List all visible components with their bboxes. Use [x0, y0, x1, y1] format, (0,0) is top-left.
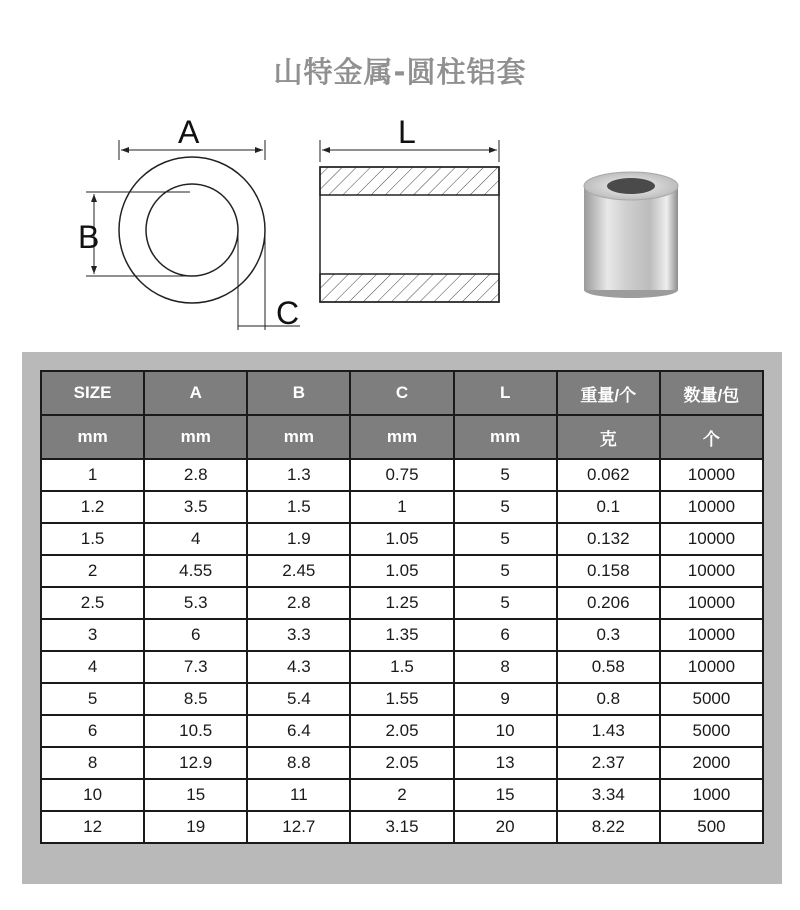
table-row [41, 779, 763, 811]
table-cell: 8.8 [247, 747, 350, 779]
product-photo [584, 172, 678, 298]
table-cell: 3.5 [144, 491, 247, 523]
table-cell: 3.34 [557, 779, 660, 811]
table-cell: 20 [454, 811, 557, 843]
table-cell: 3.3 [247, 619, 350, 651]
header-cell-weight: 重量/个 [557, 371, 660, 415]
table-cell: 5 [454, 491, 557, 523]
table-cell: 0.062 [557, 459, 660, 491]
table-cell: 4.3 [247, 651, 350, 683]
unit-cell: mm [144, 415, 247, 459]
table-cell: 3 [41, 619, 144, 651]
table-cell: 5 [41, 683, 144, 715]
table-cell: 1.2 [41, 491, 144, 523]
unit-cell: mm [247, 415, 350, 459]
table-cell: 1 [41, 459, 144, 491]
table-cell: 500 [660, 811, 763, 843]
table-cell: 9 [454, 683, 557, 715]
table-cell: 2.5 [41, 587, 144, 619]
table-cell: 5000 [660, 715, 763, 747]
table-cell: 12 [41, 811, 144, 843]
table-row [41, 651, 763, 683]
table-cell: 7.3 [144, 651, 247, 683]
unit-cell: 个 [660, 415, 763, 459]
table-cell: 2.05 [350, 715, 453, 747]
table-cell: 6 [144, 619, 247, 651]
header-cell-c: C [350, 371, 453, 415]
table-cell: 2.8 [247, 587, 350, 619]
header-row [41, 371, 763, 415]
table-row [41, 619, 763, 651]
table-cell: 0.3 [557, 619, 660, 651]
table-cell: 15 [454, 779, 557, 811]
table-cell: 0.8 [557, 683, 660, 715]
table-row [41, 683, 763, 715]
table-cell: 6 [41, 715, 144, 747]
table-cell: 10 [454, 715, 557, 747]
table-cell: 1.9 [247, 523, 350, 555]
unit-cell: mm [454, 415, 557, 459]
table-cell: 1.55 [350, 683, 453, 715]
table-cell: 1.05 [350, 523, 453, 555]
unit-cell: 克 [557, 415, 660, 459]
table-cell: 0.58 [557, 651, 660, 683]
table-cell: 2 [41, 555, 144, 587]
table-cell: 1000 [660, 779, 763, 811]
table-cell: 15 [144, 779, 247, 811]
table-row [41, 523, 763, 555]
table-cell: 8 [454, 651, 557, 683]
table-cell: 0.158 [557, 555, 660, 587]
header-cell-a: A [144, 371, 247, 415]
table-cell: 5000 [660, 683, 763, 715]
table-cell: 8.5 [144, 683, 247, 715]
table-cell: 10000 [660, 491, 763, 523]
spec-table-body [41, 459, 763, 843]
table-cell: 5 [454, 587, 557, 619]
table-cell: 2.8 [144, 459, 247, 491]
table-cell: 10 [41, 779, 144, 811]
table-cell: 1.5 [350, 651, 453, 683]
table-cell: 12.9 [144, 747, 247, 779]
table-cell: 10.5 [144, 715, 247, 747]
side-view-section [320, 140, 499, 302]
table-cell: 8.22 [557, 811, 660, 843]
table-cell: 1 [350, 491, 453, 523]
table-cell: 5.4 [247, 683, 350, 715]
header-cell-size: SIZE [41, 371, 144, 415]
table-cell: 2.05 [350, 747, 453, 779]
table-cell: 19 [144, 811, 247, 843]
table-cell: 1.25 [350, 587, 453, 619]
table-cell: 6.4 [247, 715, 350, 747]
header-cell-l: L [454, 371, 557, 415]
front-view-ring [86, 140, 300, 330]
header-cell-quantity: 数量/包 [660, 371, 763, 415]
table-row [41, 811, 763, 843]
table-cell: 1.5 [41, 523, 144, 555]
table-row [41, 555, 763, 587]
header-cell-b: B [247, 371, 350, 415]
table-cell: 11 [247, 779, 350, 811]
table-cell: 1.35 [350, 619, 453, 651]
table-cell: 0.75 [350, 459, 453, 491]
table-cell: 4 [144, 523, 247, 555]
table-cell: 5 [454, 523, 557, 555]
table-cell: 2.37 [557, 747, 660, 779]
units-row [41, 415, 763, 459]
table-cell: 10000 [660, 651, 763, 683]
unit-cell: mm [350, 415, 453, 459]
spec-table-panel [22, 352, 782, 884]
dimension-label-c: C [276, 295, 300, 331]
table-row [41, 459, 763, 491]
unit-cell: mm [41, 415, 144, 459]
table-cell: 13 [454, 747, 557, 779]
table-cell: 10000 [660, 587, 763, 619]
table-cell: 0.132 [557, 523, 660, 555]
table-cell: 10000 [660, 619, 763, 651]
table-cell: 4.55 [144, 555, 247, 587]
spec-table [40, 370, 764, 844]
table-cell: 5 [454, 459, 557, 491]
table-cell: 12.7 [247, 811, 350, 843]
table-cell: 2 [350, 779, 453, 811]
table-cell: 4 [41, 651, 144, 683]
table-cell: 6 [454, 619, 557, 651]
table-cell: 2.45 [247, 555, 350, 587]
table-cell: 1.43 [557, 715, 660, 747]
table-cell: 10000 [660, 555, 763, 587]
table-cell: 0.1 [557, 491, 660, 523]
technical-diagram [0, 0, 800, 350]
page-title: 山特金属-圆柱铝套 [273, 55, 527, 89]
table-row [41, 747, 763, 779]
table-cell: 2000 [660, 747, 763, 779]
table-cell: 1.05 [350, 555, 453, 587]
dimension-label-b: B [78, 219, 100, 255]
table-cell: 1.3 [247, 459, 350, 491]
table-row [41, 715, 763, 747]
table-cell: 3.15 [350, 811, 453, 843]
dimension-label-a: A [178, 114, 200, 150]
table-cell: 1.5 [247, 491, 350, 523]
table-cell: 5 [454, 555, 557, 587]
table-row [41, 587, 763, 619]
table-cell: 0.206 [557, 587, 660, 619]
dimension-label-l: L [398, 114, 416, 150]
table-cell: 10000 [660, 523, 763, 555]
table-cell: 10000 [660, 459, 763, 491]
table-cell: 8 [41, 747, 144, 779]
table-row [41, 491, 763, 523]
table-cell: 5.3 [144, 587, 247, 619]
